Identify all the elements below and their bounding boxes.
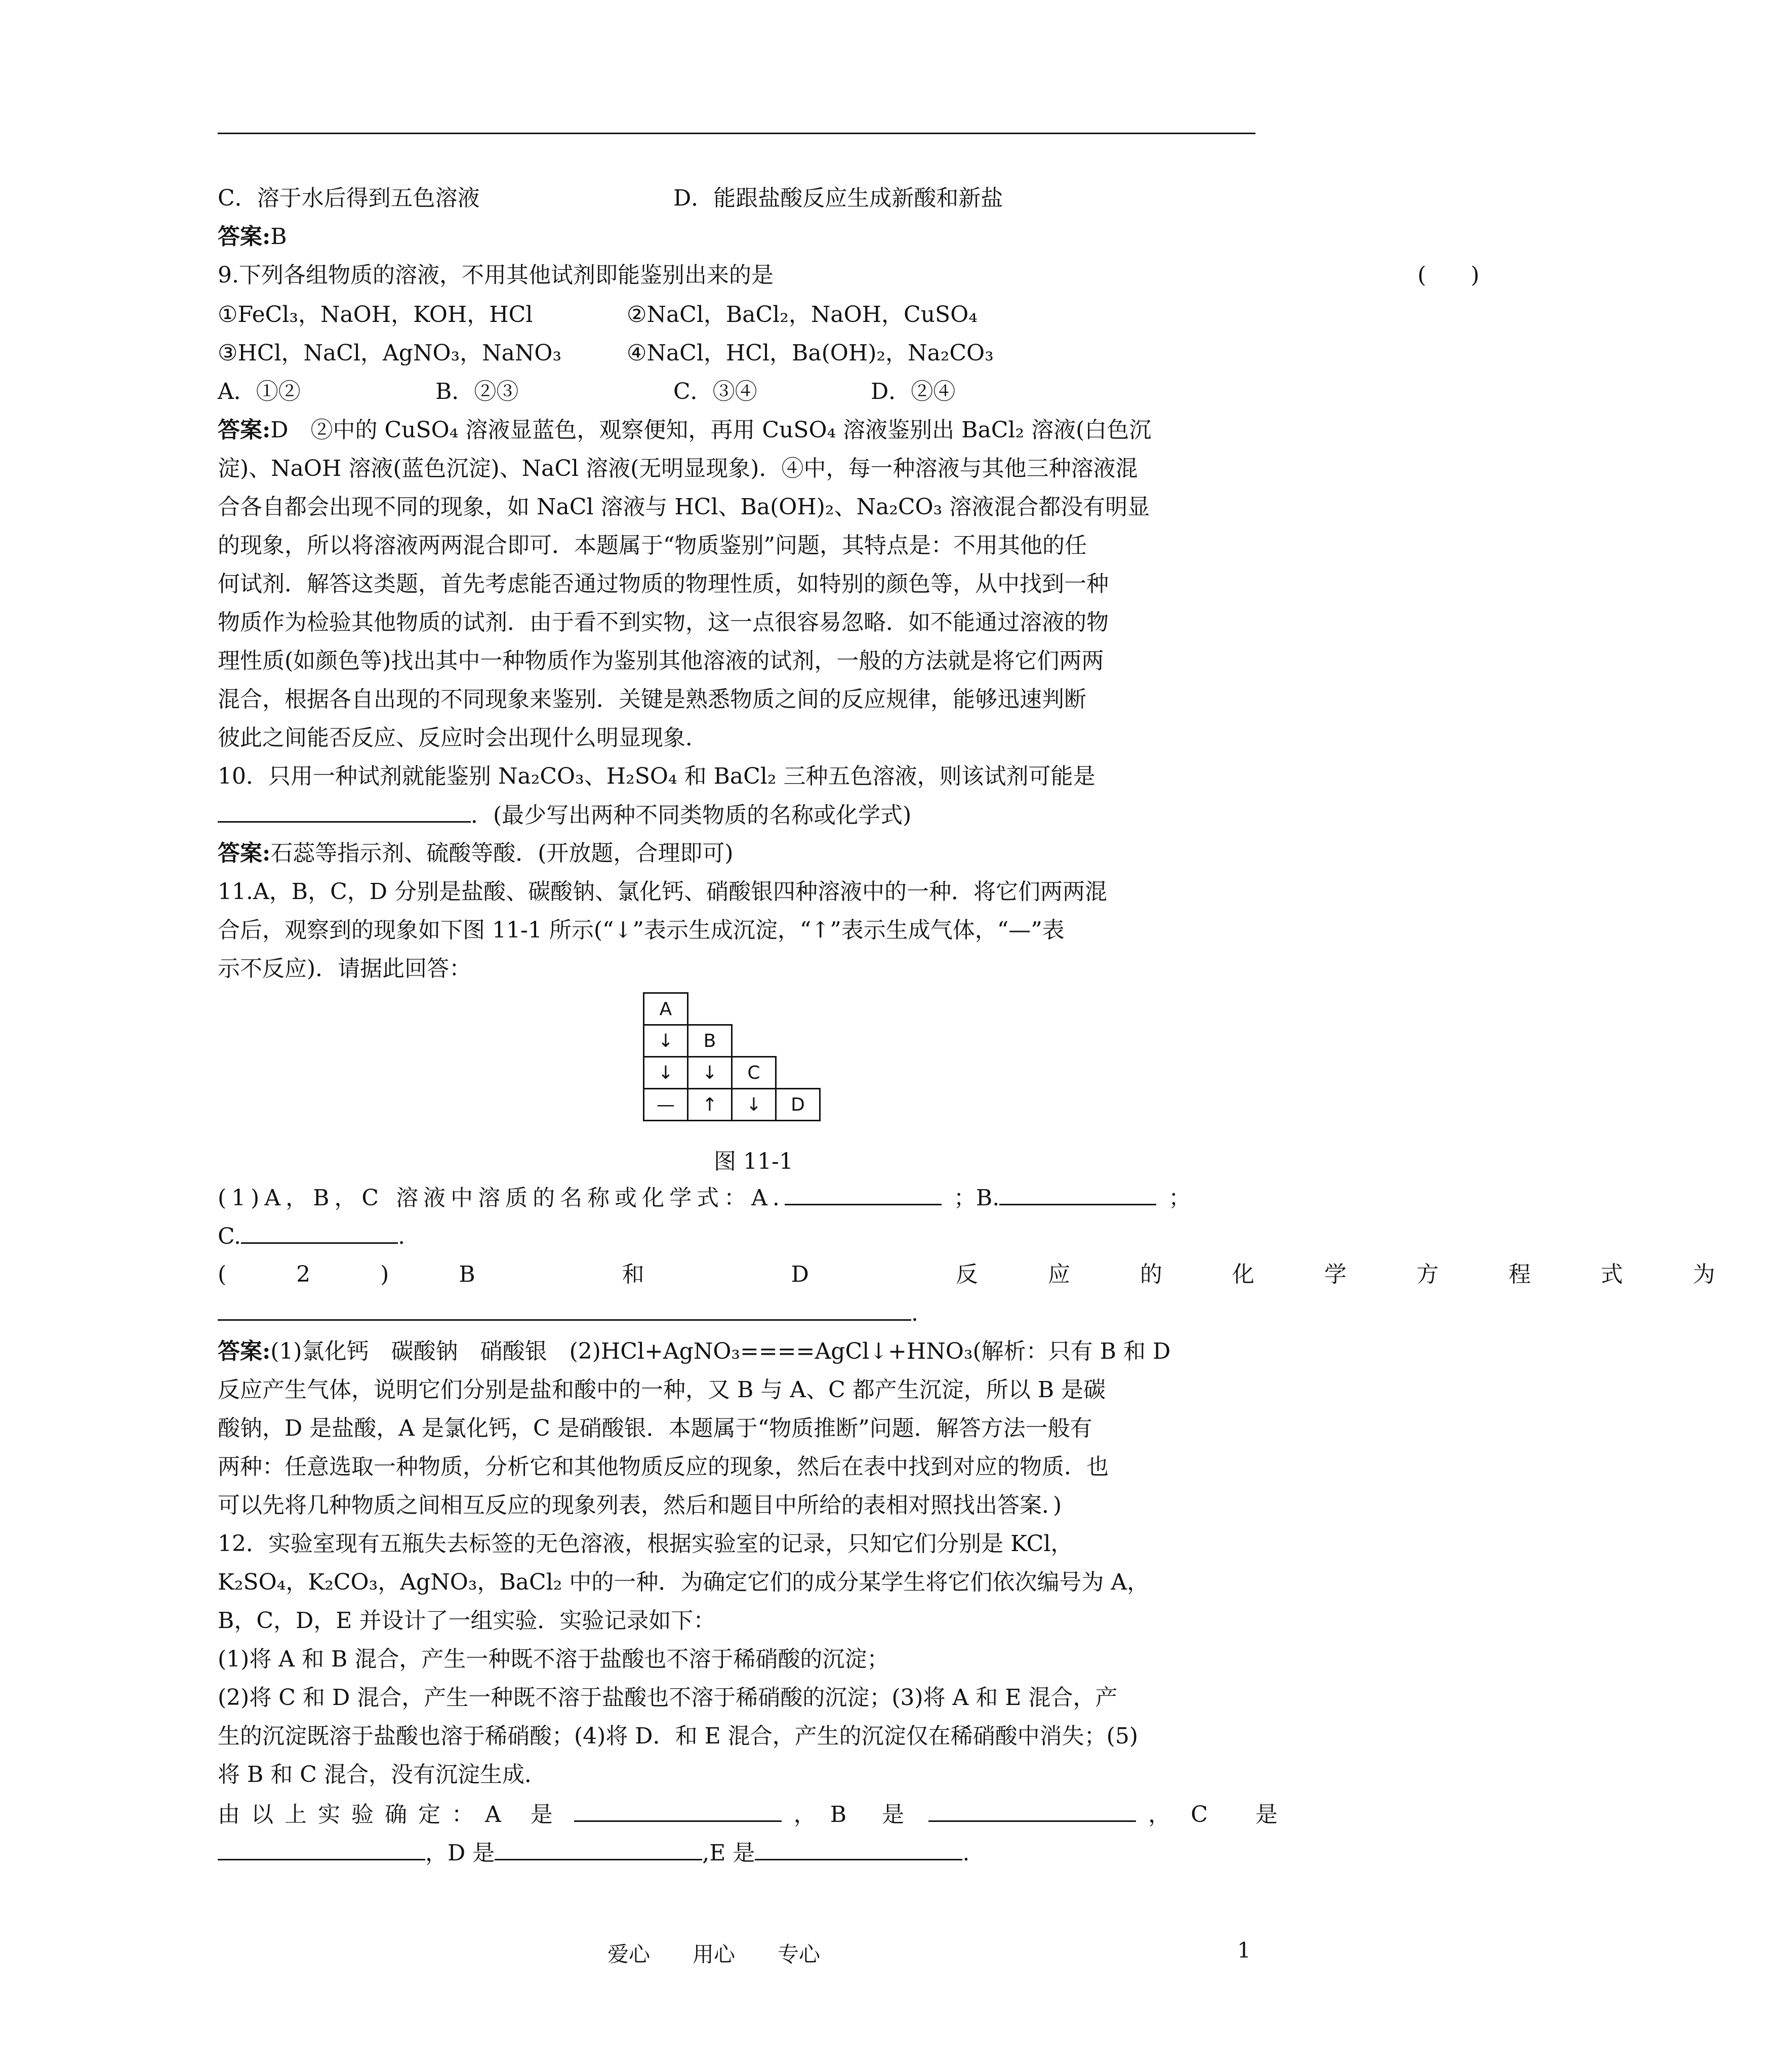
q12-fill-b-label: ，B 是: [793, 1802, 919, 1827]
q11-sub1-end: ；: [1168, 1185, 1191, 1211]
header-rule: [218, 133, 1255, 134]
q11-sub1: [218, 1182, 1250, 1214]
q9-groups-row2: [218, 337, 1250, 370]
q9-answer-line-2: 淀)、NaOH 溶液(蓝色沉淀)、NaCl 溶液(无明显现象)．④中，每一种溶液与其他三种溶液混: [218, 456, 1138, 481]
q12-fill-a-label: 由以上实验确定：A 是: [218, 1802, 564, 1827]
q11-line-1: 11.A，B，C，D 分别是盐酸、碳酸钠、氯化钙、硝酸银四种溶液中的一种．将它们两两混: [218, 879, 1108, 905]
q11-line-2: 合后，观察到的现象如下图 11-1 所示(“↓”表示生成沉淀，“↑”表示生成气体，“—”表: [218, 917, 1065, 943]
q11-sub2-blank-line: .: [218, 1297, 1250, 1330]
page-number: 1: [1237, 1938, 1251, 1963]
q9-answer-line-7: 理性质(如颜色等)找出其中一种物质作为鉴别其他溶液的试剂，一般的方法就是将它们两两: [218, 648, 1104, 674]
q9-answer-line-9: 彼此之间能否反应、反应时会出现什么明显现象．: [218, 725, 708, 751]
q12-fill-line-2: [218, 1837, 1250, 1870]
q8-answer: [218, 221, 1250, 253]
q11-answer-line-5: 可以先将几种物质之间相互反应的现象列表，然后和题目中所给的表相对照找出答案．): [218, 1492, 1062, 1518]
answer-label: 答案:: [218, 224, 271, 250]
answer-label: 答案:: [218, 417, 271, 443]
table-cell-cd: ↓: [731, 1088, 777, 1121]
q10-line-1: 10．只用一种试剂就能鉴别 Na₂CO₃、H₂SO₄ 和 BaCl₂ 三种五色溶液，则该试剂可能是: [218, 763, 1096, 789]
q9-option-a: A．①②: [218, 379, 301, 404]
q10-answer: [218, 837, 1250, 870]
q9-group-4: ④NaCl，HCl，Ba(OH)₂，Na₂CO₃: [627, 340, 994, 366]
q11-answer-line-2: 反应产生气体，说明它们分别是盐和酸中的一种，又 B 与 A、C 都产生沉淀，所以 B 是碳: [218, 1377, 1106, 1403]
table-cell-ab: ↓: [643, 1024, 688, 1058]
q12-fill-c-label: ，C 是: [1148, 1802, 1298, 1827]
q12-line-1: 12．实验室现有五瓶失去标签的无色溶液，根据实验室的记录，只知它们分别是 KCl，: [218, 1531, 1073, 1557]
q12-blank-b[interactable]: [928, 1798, 1136, 1822]
table-cell-bc: ↓: [687, 1056, 733, 1089]
q11-sub1-c: C. .: [218, 1220, 1250, 1253]
q11-sub1-text: (1)A，B，C 溶液中溶质的名称或化学式：A.: [218, 1185, 785, 1211]
q9-option-c: C．③④: [673, 379, 757, 404]
footer-motto: 爱心 用心 专心: [607, 1942, 821, 1967]
q9-answer-line-1: [218, 414, 1250, 446]
table-cell-bd: ↑: [687, 1088, 733, 1121]
q11-answer-line-4: 两种：任意选取一种物质，分析它和其他物质反应的现象，然后在表中找到对应的物质．也: [218, 1454, 1109, 1480]
q12-blank-a[interactable]: [574, 1798, 782, 1822]
answer-text: (1)氯化钙 碳酸钠 硝酸银 (2)HCl+AgNO₃====AgCl↓+HNO₃(解析：只有 B 和 D: [270, 1338, 1171, 1364]
q9-stem: [218, 259, 1480, 292]
q12-line-7: 将 B 和 C 混合，没有沉淀生成．: [218, 1762, 547, 1787]
q12-fill-d-label: ，D 是: [425, 1840, 495, 1866]
q9-answer-line-5: 何试剂．解答这类题，首先考虑能否通过物质的物理性质，如特别的颜色等，从中找到一种: [218, 571, 1109, 597]
q11-answer-line-3: 酸钠，D 是盐酸，A 是氯化钙，C 是硝酸银．本题属于“物质推断”问题．解答方法一般有: [218, 1415, 1092, 1441]
table-cell-c: C: [731, 1056, 777, 1089]
q12-line-6: 生的沉淀既溶于盐酸也溶于稀硝酸；(4)将 D．和 E 混合，产生的沉淀仅在稀硝酸中消失；(5): [218, 1723, 1139, 1749]
answer-text: D ②中的 CuSO₄ 溶液显蓝色，观察便知，再用 CuSO₄ 溶液鉴别出 BaCl₂ 溶液(白色沉: [270, 417, 1152, 443]
q9-group-3: ③HCl，NaCl，AgNO₃，NaNO₃: [218, 340, 562, 366]
q10-line-2: [218, 799, 1250, 832]
q8-options: [218, 182, 1250, 215]
q12-blank-e[interactable]: [755, 1837, 962, 1860]
q10-answer-blank[interactable]: [218, 799, 471, 823]
q12-blank-c[interactable]: [218, 1837, 425, 1860]
q11-answer-line-1: [218, 1335, 1250, 1368]
q12-fill-line-1: [218, 1798, 1298, 1831]
q9-answer-line-8: 混合，根据各自出现的不同现象来鉴别．关键是熟悉物质之间的反应规律，能够迅速判断: [218, 686, 1086, 712]
q9-group-2: ②NaCl，BaCl₂，NaOH，CuSO₄: [627, 302, 978, 328]
q12-line-4: (1)将 A 和 B 混合，产生一种既不溶于盐酸也不溶于稀硝酸的沉淀；: [218, 1646, 889, 1672]
q9-answer-line-6: 物质作为检验其他物质的试剂．由于看不到实物，这一点很容易忽略．如不能通过溶液的物: [218, 610, 1109, 635]
q9-answer-line-3: 合各自都会出现不同的现象，如 NaCl 溶液与 HCl、Ba(OH)₂、Na₂CO₃ 溶液混合都没有明显: [218, 494, 1150, 520]
table-cell-a: A: [643, 992, 688, 1026]
q8-option-c: C．溶于水后得到五色溶液: [218, 185, 480, 211]
q9-groups-row1: [218, 299, 1250, 331]
table-cell-ad: —: [643, 1088, 688, 1121]
q12-line-2: K₂SO₄，K₂CO₃，AgNO₃，BaCl₂ 中的一种．为确定它们的成分某学生将它们依次编号为 A，: [218, 1569, 1150, 1595]
q12-line-3: B，C，D，E 并设计了一组实验．实验记录如下：: [218, 1608, 716, 1634]
q11-sub1-c-label: C.: [218, 1224, 241, 1249]
q11-sub2: (2)B 和 D 反应的化学方程式为: [218, 1262, 1785, 1287]
q9-group-1: ①FeCl₃，NaOH，KOH，HCl: [218, 302, 533, 328]
answer-label: 答案:: [218, 1338, 271, 1364]
q11-line-3: 示不反应)．请据此回答：: [218, 956, 472, 982]
q11-blank-b[interactable]: [999, 1182, 1156, 1205]
q9-option-d: D．②④: [871, 379, 956, 404]
answer-value: B: [270, 224, 287, 250]
reaction-table-figure: [643, 992, 845, 1139]
q11-blank-a[interactable]: [785, 1182, 942, 1205]
q9-stem-text: 9.下列各组物质的溶液，不用其他试剂即能鉴别出来的是: [218, 262, 774, 288]
table-cell-d: D: [775, 1088, 821, 1121]
q12-line-5: (2)将 C 和 D 混合，产生一种既不溶于盐酸也不溶于稀硝酸的沉淀；(3)将 A 和 E 混合，产: [218, 1685, 1118, 1711]
answer-paren: ( ): [1417, 262, 1480, 288]
q9-answer-line-4: 的现象，所以将溶液两两混合即可．本题属于“物质鉴别”问题，其特点是：不用其他的任: [218, 533, 1087, 558]
q11-equation-blank[interactable]: [218, 1297, 911, 1321]
q12-blank-d[interactable]: [495, 1837, 702, 1860]
answer-label: 答案:: [218, 840, 271, 866]
q12-fill-e-label: ,E 是: [702, 1840, 755, 1866]
answer-text: 石蕊等指示剂、硫酸等酸．(开放题，合理即可): [270, 840, 734, 866]
q8-option-d: D．能跟盐酸反应生成新酸和新盐: [673, 185, 1003, 211]
table-cell-ac: ↓: [643, 1056, 688, 1089]
table-cell-b: B: [687, 1024, 733, 1058]
q11-blank-c[interactable]: [241, 1220, 398, 1244]
q9-options: [218, 376, 1250, 408]
figure-caption: 图 11-1: [714, 1149, 793, 1174]
q9-option-b: B．②③: [435, 379, 519, 404]
q12-fill-end: .: [962, 1840, 970, 1866]
q10-line-2-text: ．(最少写出两种不同类物质的名称或化学式): [471, 802, 912, 828]
q11-sub1-b-label: ；B.: [953, 1185, 1000, 1211]
